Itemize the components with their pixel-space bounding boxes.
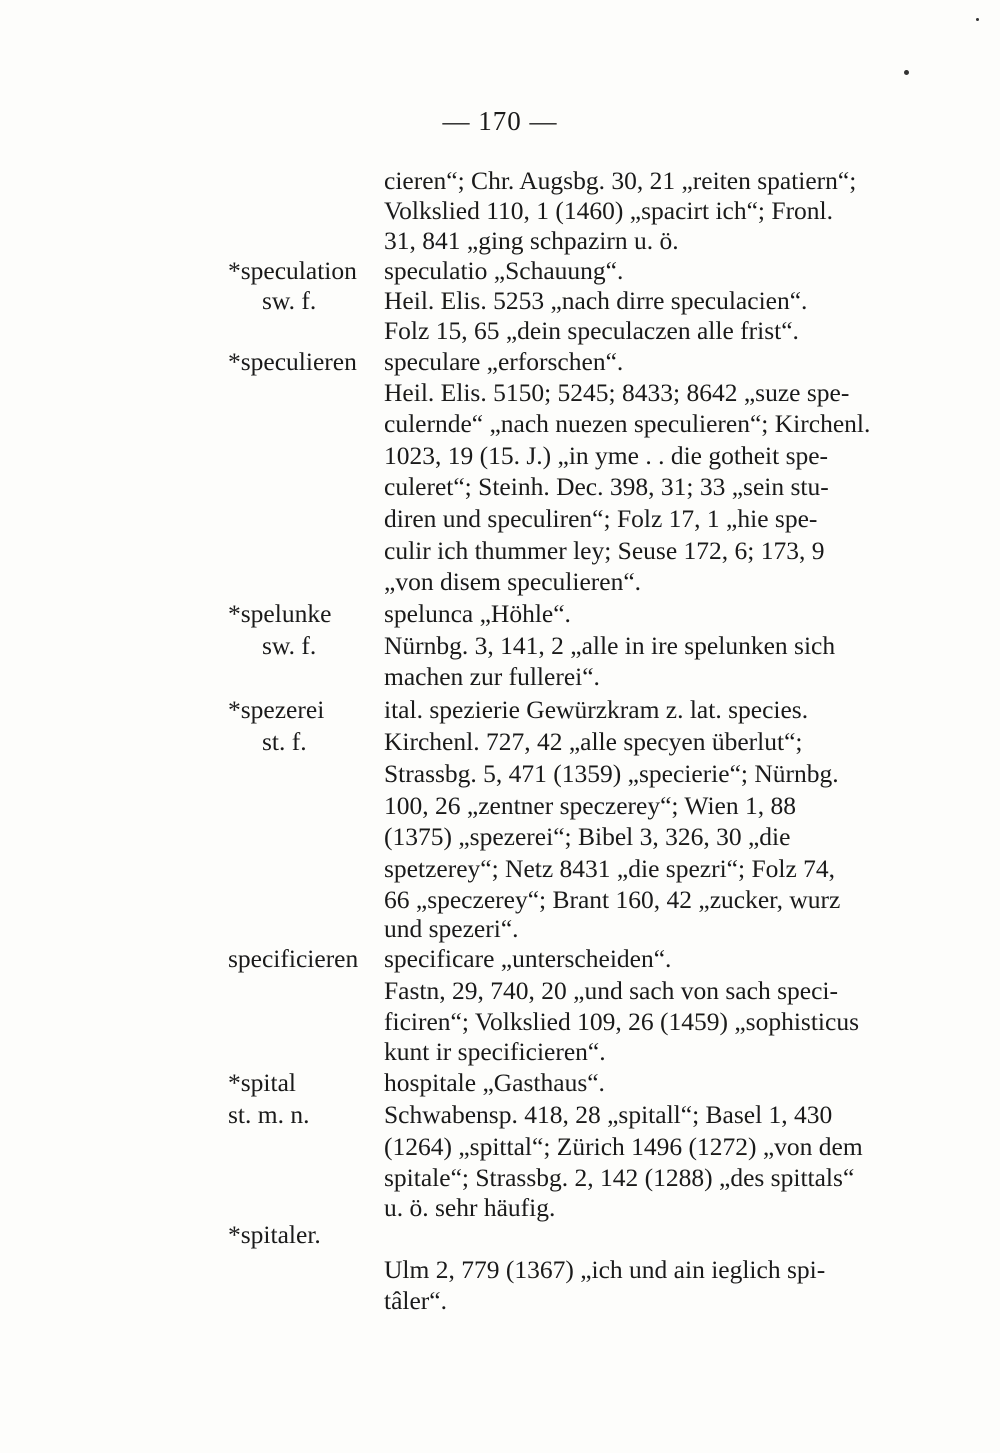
entry-text-line: 1023, 19 (15. J.) „in yme . . die gotheit spe- (384, 441, 829, 470)
entry-text-line: machen zur fullerei“. (384, 662, 600, 691)
entry-text-line: und spezeri“. (384, 914, 519, 943)
entry-text-line: diren und speculiren“; Folz 17, 1 „hie spe- (384, 504, 818, 533)
entry-text-line: Heil. Elis. 5253 „nach dirre speculacien“. (384, 286, 808, 315)
scan-speck (976, 18, 979, 21)
entry-text-line: culernde“ „nach nuezen speculieren“; Kirchenl. (384, 409, 871, 438)
grammar-note: st. f. (262, 727, 307, 756)
entry-text-line: hospitale „Gasthaus“. (384, 1068, 605, 1097)
headword: specificieren (228, 944, 359, 973)
entry-text-line: Ulm 2, 779 (1367) „ich und ain ieglich spi- (384, 1255, 826, 1284)
grammar-note: sw. f. (262, 286, 317, 315)
entry-text-line: spelunca „Höhle“. (384, 599, 571, 628)
entry-text-line: (1375) „spezerei“; Bibel 3, 326, 30 „die (384, 822, 791, 851)
entry-text-line: Kirchenl. 727, 42 „alle specyen überlut“; (384, 727, 803, 756)
entry-text-line: ital. spezierie Gewürzkram z. lat. species. (384, 695, 809, 724)
headword: *speculation (228, 256, 357, 285)
headword: *spezerei (228, 695, 325, 724)
entry-text-line: cieren“; Chr. Augsbg. 30, 21 „reiten spatiern“; (384, 166, 857, 195)
entry-text-line: u. ö. sehr häufig. (384, 1193, 556, 1222)
grammar-note: sw. f. (262, 631, 317, 660)
entry-text-line: speculare „erforschen“. (384, 347, 624, 376)
entry-text-line: spitale“; Strassbg. 2, 142 (1288) „des spittals“ (384, 1163, 855, 1192)
entry-text-line: kunt ir specificieren“. (384, 1037, 606, 1066)
headword: *spital (228, 1068, 296, 1097)
entry-text-line: „von disem speculieren“. (384, 567, 642, 596)
entry-text-line: ficiren“; Volkslied 109, 26 (1459) „sophisticus (384, 1007, 859, 1036)
headword: *spitaler. (228, 1220, 321, 1249)
headword: *spelunke (228, 599, 332, 628)
entry-text-line: Schwabensp. 418, 28 „spitall“; Basel 1, 430 (384, 1100, 833, 1129)
entry-text-line: Nürnbg. 3, 141, 2 „alle in ire spelunken sich (384, 631, 836, 660)
entry-text-line: spetzerey“; Netz 8431 „die spezri“; Folz 74, (384, 854, 836, 883)
entry-text-line: specificare „unterscheiden“. (384, 944, 672, 973)
grammar-note: st. m. n. (228, 1100, 310, 1129)
entry-text-line: 100, 26 „zentner speczerey“; Wien 1, 88 (384, 791, 796, 820)
entry-text-line: Folz 15, 65 „dein speculaczen alle frist“. (384, 316, 799, 345)
entry-text-line: Heil. Elis. 5150; 5245; 8433; 8642 „suze spe- (384, 378, 850, 407)
entry-text-line: culeret“; Steinh. Dec. 398, 31; 33 „sein stu- (384, 472, 829, 501)
entry-text-line: (1264) „spittal“; Zürich 1496 (1272) „von dem (384, 1132, 863, 1161)
entry-text-line: 66 „speczerey“; Brant 160, 42 „zucker, wurz (384, 885, 841, 914)
page-number: — 170 — (442, 106, 558, 136)
entry-text-line: Volkslied 110, 1 (1460) „spacirt ich“; Fronl. (384, 196, 834, 225)
entry-text-line: 31, 841 „ging schpazirn u. ö. (384, 226, 679, 255)
scan-speck (904, 70, 909, 75)
entry-text-line: tâler“. (384, 1286, 447, 1315)
entry-text-line: Fastn, 29, 740, 20 „und sach von sach speci- (384, 976, 838, 1005)
entry-text-line: culir ich thummer ley; Seuse 172, 6; 173, 9 (384, 536, 825, 565)
entry-text-line: speculatio „Schauung“. (384, 256, 624, 285)
entry-text-line: Strassbg. 5, 471 (1359) „specierie“; Nürnbg. (384, 759, 839, 788)
headword: *speculieren (228, 347, 357, 376)
